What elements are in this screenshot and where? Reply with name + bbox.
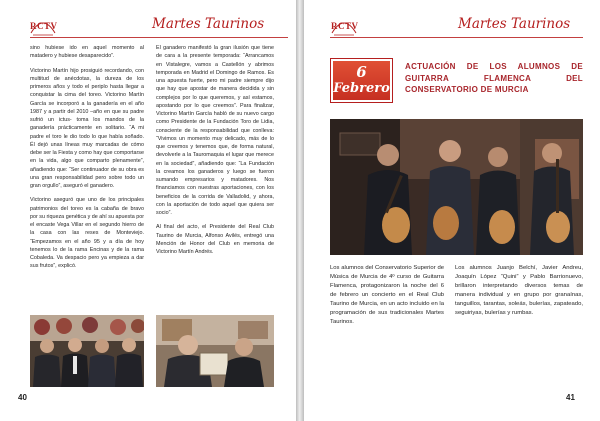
club-logo-text: RCTV xyxy=(30,21,58,31)
date-box-fill xyxy=(333,61,390,100)
photo-award-presentation xyxy=(156,315,274,387)
photo-group-men xyxy=(30,315,144,387)
header-rule xyxy=(330,37,583,38)
right-column-2 xyxy=(455,264,583,324)
right-column-1 xyxy=(330,264,444,333)
header-title: Martes Taurinos xyxy=(458,16,571,32)
date-box xyxy=(330,58,393,103)
page-number: 41 xyxy=(566,393,575,402)
paragraph: El ganadero manifestó la gran ilusión que tiene de cara a la presente temporada: “Arrancamos en Vistalegre, vamos a Castellón y abrimos temporada en Madrid el Domingo de Ramos. Es una apuesta fuerte, pero mi padre siempre dijo que hay que apostar de manera decidida y sin complejos por lo que queremos, y así estamos, apostando por lo que creemos”. Para finalizar, Victorino Martín García habló de su nuevo cargo como Presidente de la Fundación Toro de Lidia, consciente de la responsabilidad que conlleva: “Vivimos un momento muy delicado, más de lo que creemos y tenemos que, de forma natural, devolverle a la Tauromaquia el lugar que merece en la sociedad”, añadiendo que: “La Fundación la creamos los ganaderos y luego se fueron sumando empresarios y matadores. Nos financiamos con nuestras aportaciones, con los beneficios de la corrida de Valladolid, y ahora, con la aportación de todo aquel que quiera ser socio”. xyxy=(156,45,274,216)
page-number: 40 xyxy=(18,393,27,402)
paragraph: Victorino Martín hijo prosiguió recordando, con multitud de anécdotas, la dureza de los primeros años y todo el periplo hasta llegar a conquistar la cima del toreo. Victorino Martín García se incorporó a la ganadería en el año 1987 y a partir del 2010 –año en que su padre sufrió un ictus- toma los mandos de la ganadería prácticamente en solitario. “A mi padre el toro le dio todo lo que había soñado. Él dejó unas líneas muy marcadas de cómo debe ser la Fiesta y como hay que comportarse en la vida, algo que comparto plenamente”, añadiendo que: “Ser continuador de su obra es una gran responsabilidad pero sobre todo un gran orgullo”, aseguró el ganadero. xyxy=(30,67,144,189)
paragraph: Los alumnos del Conservatorio Superior de Música de Murcia de 4º curso de Guitarra Flamenca, protagonizaron la noche del 6 de febrero un concierto en el Real Club Taurino de Murcia, en un acto incluido en la programación de sus tradicionales Martes Taurinos. xyxy=(330,265,444,325)
date-day: 6 xyxy=(356,63,367,81)
club-logo xyxy=(331,17,357,37)
article-title: ACTUACIÓN DE LOS ALUMNOS DE GUITARRA FLAMENCA DEL CONSERVATORIO DE MURCIA xyxy=(405,62,583,94)
book-spine xyxy=(296,0,304,421)
date-month: Febrero xyxy=(333,81,390,96)
paragraph: Los alumnos Juanjo Belchí, Javier Andreu, Joaquín López “Quini” y Pablo Barrionuevo, brillaron interpretando diversos temas de manera individual y en grupo por granaínas, tanguillos, tarantas, soleás, bulerías, zapateado, seguiriyas, bulerías y rumbas. xyxy=(455,265,583,316)
club-logo xyxy=(30,17,56,37)
photo-guitarists xyxy=(330,119,583,255)
club-logo-text: RCTV xyxy=(331,21,359,31)
header-rule xyxy=(30,37,288,38)
paragraph: sino hubiese ido en aquel momento al matadero y hubiese desaparecido”. xyxy=(30,45,144,60)
paragraph: Al final del acto, el Presidente del Real Club Taurino de Murcia, Alfonso Avilés, entregó una Mención de Honor del Club en memoria de Victorino Martín Andrés. xyxy=(156,224,274,255)
header-title: Martes Taurinos xyxy=(152,16,265,32)
left-column-1 xyxy=(30,44,144,277)
paragraph: Victorino aseguró que uno de los principales patrimonios del toreo es la cabaña de bravo por su riqueza genética y de ahí su apuesta por el encaste Vega Villar en el segundo hierro de la casa con las reses de Monteviejo. “Empezamos en el año 95 y a día de hoy tenemos lo de la rama Encinas y de la rama Cobaleda. Va despacio pero ya empieza a dar sus frutos”, explicó. xyxy=(30,197,144,270)
right-page xyxy=(304,0,600,421)
left-page xyxy=(0,0,296,421)
left-column-2 xyxy=(156,44,274,262)
